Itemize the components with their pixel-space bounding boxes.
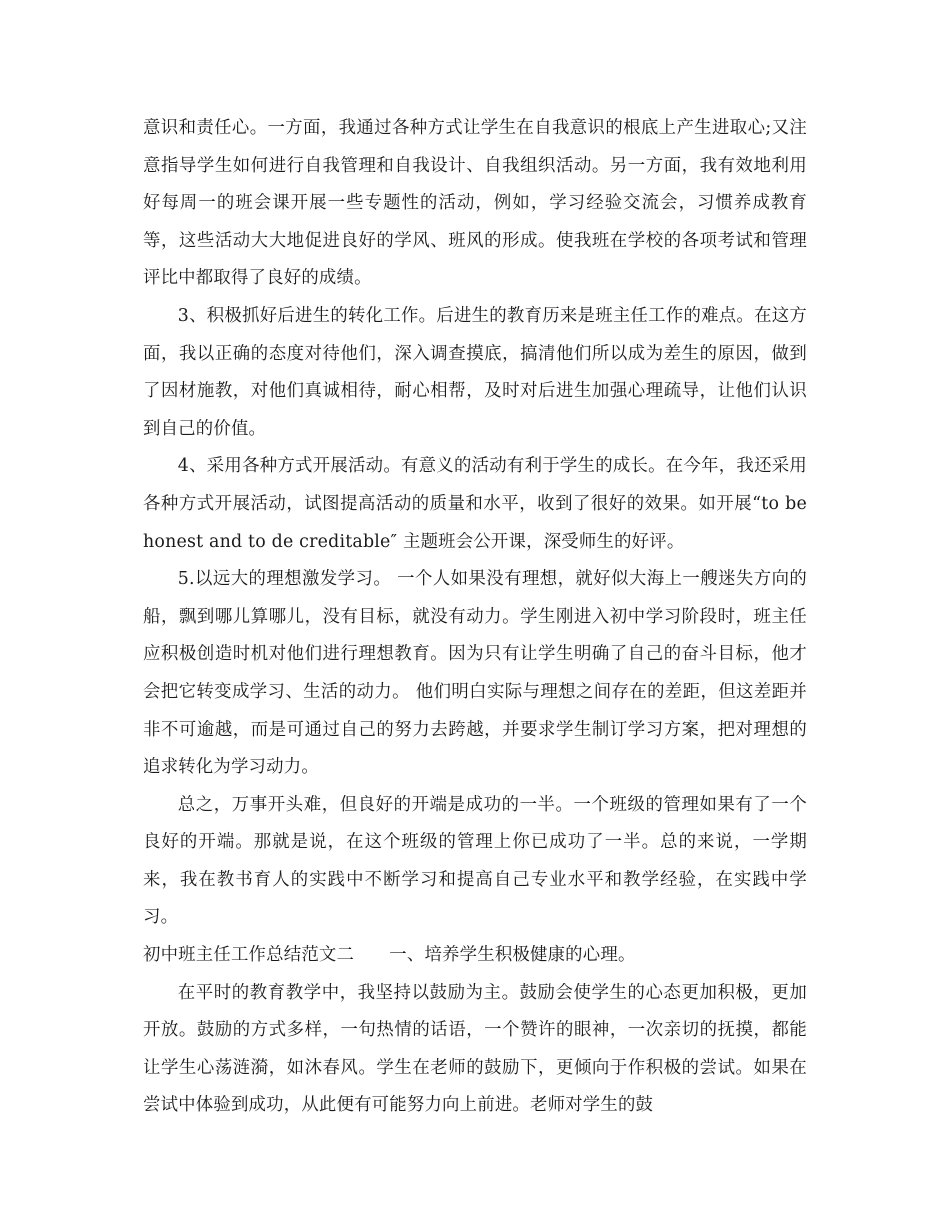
paragraph-continuation: 意识和责任心。一方面，我通过各种方式让学生在自我意识的根底上产生进取心;又注意指导学生如何进行自我管理和自我设计、自我组织活动。另一方面，我有效地利用好每周一的班会课开展一些专题性的活动，例如，学习经验交流会，习惯养成教育等，这些活动大大地促进良好的学风、班风的形成。使我班在学校的各项考试和管理评比中都取得了良好的成绩。 <box>143 118 807 289</box>
paragraph-item-4: 4、采用各种方式开展活动。有意义的活动有利于学生的成长。在今年，我还采用各种方式开展活动，试图提高活动的质量和水平，收到了很好的效果。如开展“to be honest and to de creditable″ 主题班会公开课，深受师生的好评。 <box>143 456 807 552</box>
paragraph-summary: 总之，万事开头难，但良好的开端是成功的一半。一个班级的管理如果有了一个良好的开端。那就是说，在这个班级的管理上你已成功了一半。总的来说，一学期来，我在教书育人的实践中不断学习和提高自己专业水平和教学经验，在实践中学习。 <box>143 794 807 928</box>
section-heading: 初中班主任工作总结范文二 一、培养学生积极健康的心理。 <box>143 945 636 966</box>
paragraph-item-3: 3、积极抓好后进生的转化工作。后进生的教育历来是班主任工作的难点。在这方面，我以正确的态度对待他们，深入调查摸底，搞清他们所以成为差生的原因，做到了因材施教，对他们真诚相待，耐心相帮，及时对后进生加强心理疏导，让他们认识到自己的价值。 <box>143 305 807 439</box>
paragraph-encouragement: 在平时的教育教学中，我坚持以鼓励为主。鼓励会使学生的心态更加积极，更加开放。鼓励的方式多样，一句热情的话语，一个赞许的眼神，一次亲切的抚摸，都能让学生心荡涟漪，如沐春风。学生在老师的鼓励下，更倾向于作积极的尝试。如果在尝试中体验到成功，从此便有可能努力向上前进。老师对学生的鼓 <box>143 982 807 1116</box>
paragraph-item-5: 5.以远大的理想激发学习。 一个人如果没有理想，就好似大海上一艘迷失方向的船，飘到哪儿算哪儿，没有目标，就没有动力。学生刚进入初中学习阶段时，班主任应积极创造时机对他们进行理想教育。因为只有让学生明确了自己的奋斗目标，他才会把它转变成学习、生活的动力。 他们明白实际与理想之间存在的差距，但这差距并非不可逾越，而是可通过自己的努力去跨越，并要求学生制订学习方案，把对理想的追求转化为学习动力。 <box>143 569 807 778</box>
document-body <box>143 110 807 1125</box>
